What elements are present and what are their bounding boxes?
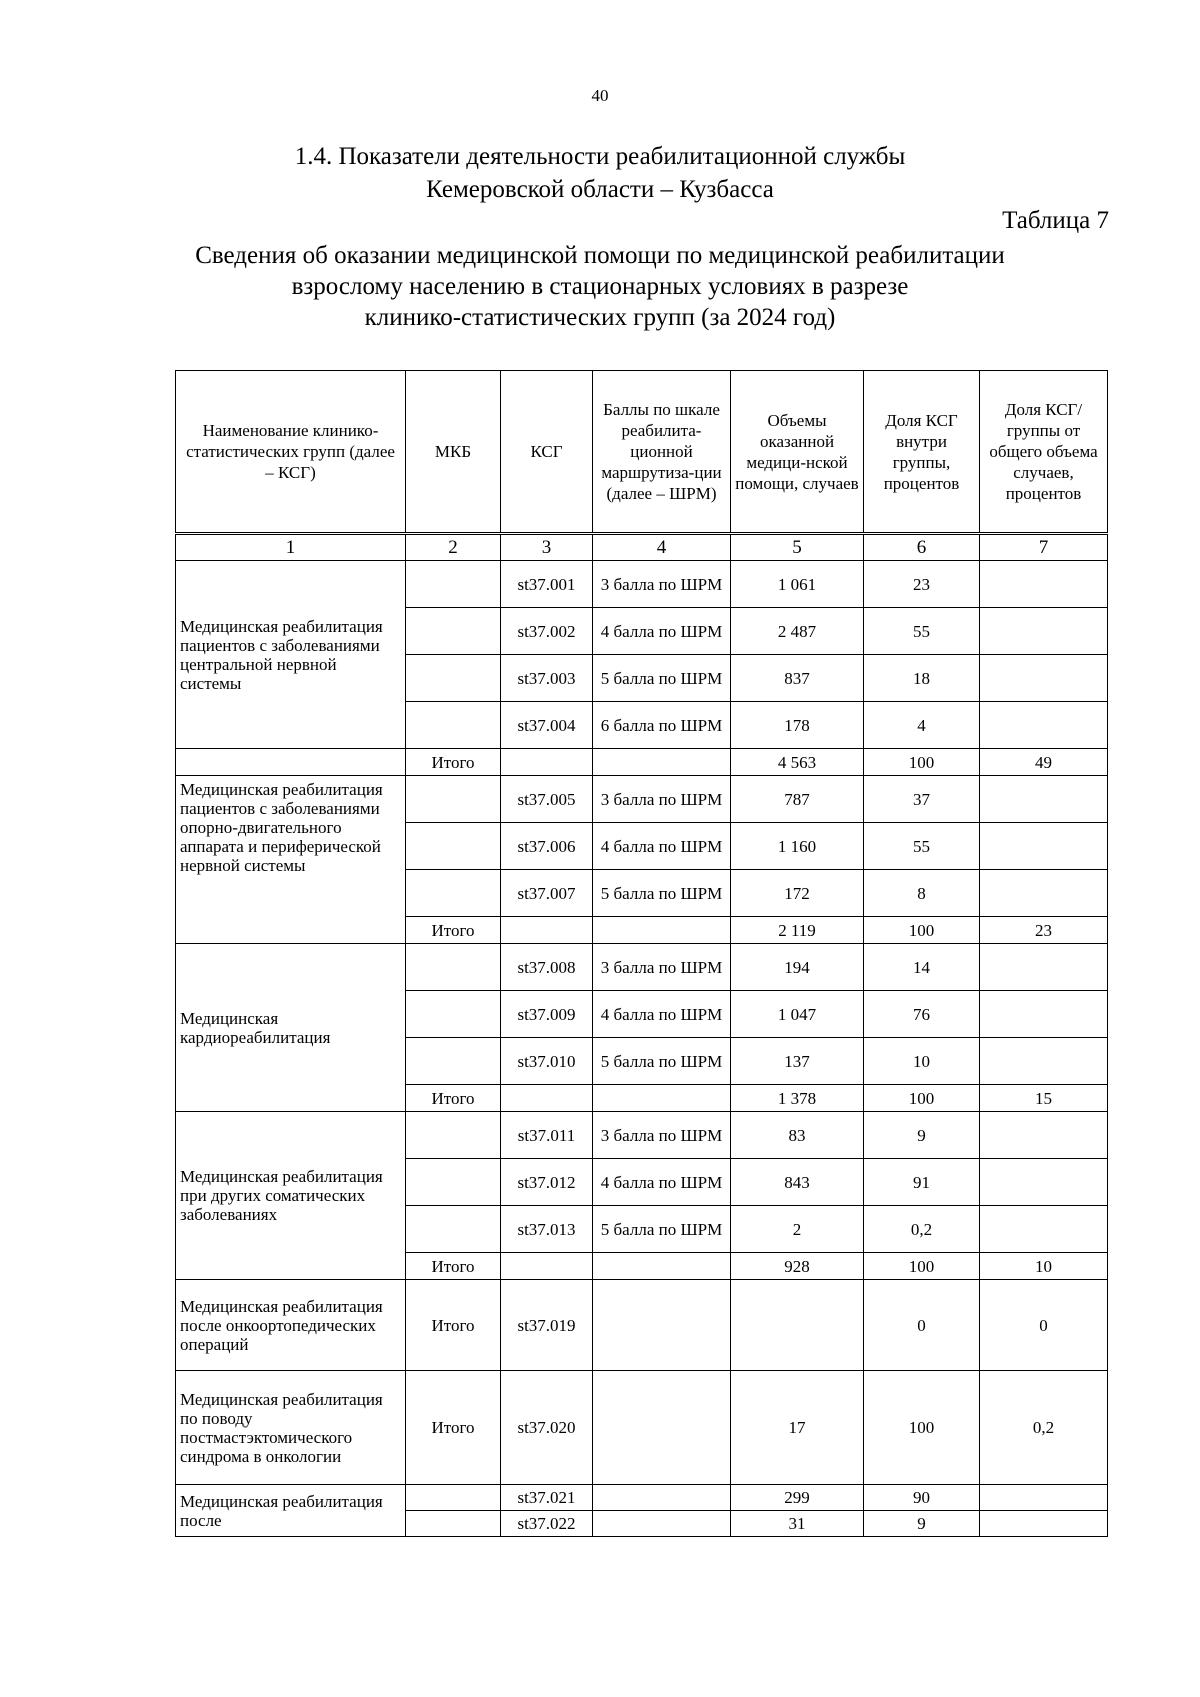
ksg-cell: st37.006 (501, 823, 593, 870)
shrm-cell: 3 балла по ШРМ (593, 561, 731, 608)
table-caption (0, 240, 1200, 333)
share-cell: 4 (864, 702, 980, 749)
table-label: Таблица 7 (1002, 207, 1109, 234)
volume-cell: 843 (731, 1159, 864, 1206)
total-share-cell: 23 (980, 917, 1108, 944)
mkb-cell (406, 1206, 501, 1253)
share-cell: 10 (864, 1038, 980, 1085)
volume-cell: 1 061 (731, 561, 864, 608)
group-name: Медицинская реабилитация пациентов с заболеваниями центральной нервной системы (176, 561, 406, 749)
column-number: 5 (731, 534, 864, 561)
ksg-cell (501, 1253, 593, 1280)
column-number-row (176, 534, 1108, 561)
shrm-cell: 3 балла по ШРМ (593, 944, 731, 991)
ksg-cell: st37.022 (501, 1511, 593, 1537)
volume-cell: 837 (731, 655, 864, 702)
header-mkb: МКБ (406, 371, 501, 534)
mkb-cell (406, 1112, 501, 1159)
ksg-cell (501, 1085, 593, 1112)
volume-cell: 928 (731, 1253, 864, 1280)
table-row (176, 561, 1108, 608)
ksg-cell: st37.009 (501, 991, 593, 1038)
header-row (176, 371, 1108, 534)
mkb-cell (406, 702, 501, 749)
table-row (176, 1371, 1108, 1485)
ksg-cell (501, 917, 593, 944)
total-share-cell (980, 1038, 1108, 1085)
header-share: Доля КСГ внутри группы, процентов (864, 371, 980, 534)
shrm-cell: 5 балла по ШРМ (593, 1038, 731, 1085)
total-share-cell (980, 776, 1108, 823)
total-label: Итого (406, 1253, 501, 1280)
share-cell: 90 (864, 1485, 980, 1511)
volume-cell: 178 (731, 702, 864, 749)
header-ksg: КСГ (501, 371, 593, 534)
ksg-cell: st37.010 (501, 1038, 593, 1085)
section-title-line-2: Кемеровской области – Кузбасса (426, 176, 774, 203)
total-share-cell: 0 (980, 1280, 1108, 1371)
header-shrm: Баллы по шкале реабилита-ционной маршрутиза-ции (далее – ШРМ) (593, 371, 731, 534)
column-number: 4 (593, 534, 731, 561)
caption-line-2: взрослому населению в стационарных условиях в разрезе (291, 273, 909, 300)
share-cell: 9 (864, 1511, 980, 1537)
total-share-cell (980, 608, 1108, 655)
ksg-cell: st37.019 (501, 1280, 593, 1371)
share-cell: 37 (864, 776, 980, 823)
column-number: 1 (176, 534, 406, 561)
group-name-continued (176, 749, 406, 776)
header-total-share: Доля КСГ/группы от общего объема случаев, процентов (980, 371, 1108, 534)
shrm-cell (593, 749, 731, 776)
volume-cell: 1 378 (731, 1085, 864, 1112)
caption-line-3: клинико-статистических групп (за 2024 год) (364, 304, 836, 331)
volume-cell: 31 (731, 1511, 864, 1537)
group-name: Медицинская реабилитация пациентов с заболеваниями опорно-двигательного аппарата и периферической нервной системы (176, 776, 406, 944)
total-share-cell (980, 870, 1108, 917)
ksg-cell: st37.011 (501, 1112, 593, 1159)
mkb-cell (406, 1511, 501, 1537)
volume-cell: 137 (731, 1038, 864, 1085)
column-number: 6 (864, 534, 980, 561)
total-share-cell (980, 991, 1108, 1038)
shrm-cell: 5 балла по ШРМ (593, 655, 731, 702)
header-volume: Объемы оказанной медици-нской помощи, случаев (731, 371, 864, 534)
total-share-cell (980, 1485, 1108, 1511)
rehabilitation-table (175, 370, 1108, 1537)
share-cell: 8 (864, 870, 980, 917)
total-row (176, 749, 1108, 776)
group-name: Медицинская реабилитация после (176, 1485, 406, 1537)
share-cell: 100 (864, 749, 980, 776)
share-cell: 100 (864, 1371, 980, 1485)
total-label: Итого (406, 749, 501, 776)
volume-cell: 1 160 (731, 823, 864, 870)
ksg-cell: st37.012 (501, 1159, 593, 1206)
mkb-cell (406, 1159, 501, 1206)
shrm-cell (593, 917, 731, 944)
volume-cell: 172 (731, 870, 864, 917)
shrm-cell: 4 балла по ШРМ (593, 608, 731, 655)
ksg-cell: st37.005 (501, 776, 593, 823)
shrm-cell (593, 1085, 731, 1112)
mkb-cell (406, 870, 501, 917)
group-name: Медицинская кардиореабилитация (176, 944, 406, 1112)
header-ksg-name: Наименование клинико-статистических групп (далее – КСГ) (176, 371, 406, 534)
volume-cell (731, 1280, 864, 1371)
volume-cell: 2 (731, 1206, 864, 1253)
mkb-cell (406, 561, 501, 608)
total-label: Итого (406, 917, 501, 944)
total-share-cell (980, 823, 1108, 870)
volume-cell: 787 (731, 776, 864, 823)
total-share-cell (980, 702, 1108, 749)
table-row (176, 1112, 1108, 1159)
share-cell: 0 (864, 1280, 980, 1371)
volume-cell: 17 (731, 1371, 864, 1485)
share-cell: 76 (864, 991, 980, 1038)
total-share-cell: 15 (980, 1085, 1108, 1112)
mkb-cell (406, 823, 501, 870)
table-row (176, 776, 1108, 823)
shrm-cell: 6 балла по ШРМ (593, 702, 731, 749)
shrm-cell (593, 1371, 731, 1485)
ksg-cell: st37.002 (501, 608, 593, 655)
mkb-cell (406, 991, 501, 1038)
shrm-cell: 3 балла по ШРМ (593, 776, 731, 823)
ksg-cell (501, 749, 593, 776)
share-cell: 14 (864, 944, 980, 991)
column-number: 3 (501, 534, 593, 561)
ksg-cell: st37.020 (501, 1371, 593, 1485)
group-name: Медицинская реабилитация по поводу постмастэктомического синдрома в онкологии (176, 1371, 406, 1485)
shrm-cell: 4 балла по ШРМ (593, 823, 731, 870)
shrm-cell: 5 балла по ШРМ (593, 870, 731, 917)
volume-cell: 4 563 (731, 749, 864, 776)
share-cell: 9 (864, 1112, 980, 1159)
shrm-cell: 5 балла по ШРМ (593, 1206, 731, 1253)
group-name: Медицинская реабилитация после онкоортопедических операций (176, 1280, 406, 1371)
shrm-cell (593, 1280, 731, 1371)
caption-line-1: Сведения об оказании медицинской помощи по медицинской реабилитации (195, 242, 1005, 269)
mkb-cell (406, 1038, 501, 1085)
table-row (176, 944, 1108, 991)
total-share-cell (980, 561, 1108, 608)
total-share-cell (980, 1206, 1108, 1253)
shrm-cell (593, 1511, 731, 1537)
total-share-cell: 49 (980, 749, 1108, 776)
volume-cell: 2 119 (731, 917, 864, 944)
total-share-cell: 10 (980, 1253, 1108, 1280)
column-number: 2 (406, 534, 501, 561)
share-cell: 91 (864, 1159, 980, 1206)
mkb-cell (406, 1485, 501, 1511)
volume-cell: 2 487 (731, 608, 864, 655)
ksg-cell: st37.003 (501, 655, 593, 702)
section-title (0, 140, 1200, 206)
section-title-line-1: 1.4. Показатели деятельности реабилитационной службы (294, 143, 906, 170)
page-number: 40 (591, 86, 609, 105)
share-cell: 18 (864, 655, 980, 702)
share-cell: 100 (864, 1085, 980, 1112)
ksg-cell: st37.021 (501, 1485, 593, 1511)
share-cell: 100 (864, 1253, 980, 1280)
total-share-cell (980, 1112, 1108, 1159)
total-label: Итого (406, 1085, 501, 1112)
mkb-cell (406, 776, 501, 823)
table-row (176, 1485, 1108, 1511)
shrm-cell: 3 балла по ШРМ (593, 1112, 731, 1159)
mkb-cell (406, 944, 501, 991)
ksg-cell: st37.013 (501, 1206, 593, 1253)
total-label: Итого (406, 1280, 501, 1371)
group-name: Медицинская реабилитация при других соматических заболеваниях (176, 1112, 406, 1280)
shrm-cell (593, 1485, 731, 1511)
share-cell: 100 (864, 917, 980, 944)
volume-cell: 83 (731, 1112, 864, 1159)
share-cell: 0,2 (864, 1206, 980, 1253)
total-share-cell (980, 1511, 1108, 1537)
column-number: 7 (980, 534, 1108, 561)
volume-cell: 299 (731, 1485, 864, 1511)
shrm-cell: 4 балла по ШРМ (593, 991, 731, 1038)
shrm-cell: 4 балла по ШРМ (593, 1159, 731, 1206)
total-share-cell (980, 1159, 1108, 1206)
share-cell: 23 (864, 561, 980, 608)
share-cell: 55 (864, 608, 980, 655)
total-share-cell (980, 944, 1108, 991)
shrm-cell (593, 1253, 731, 1280)
volume-cell: 194 (731, 944, 864, 991)
total-share-cell (980, 655, 1108, 702)
total-label: Итого (406, 1371, 501, 1485)
share-cell: 55 (864, 823, 980, 870)
table-row (176, 1280, 1108, 1371)
mkb-cell (406, 655, 501, 702)
mkb-cell (406, 608, 501, 655)
total-share-cell: 0,2 (980, 1371, 1108, 1485)
volume-cell: 1 047 (731, 991, 864, 1038)
ksg-cell: st37.008 (501, 944, 593, 991)
ksg-cell: st37.004 (501, 702, 593, 749)
ksg-cell: st37.001 (501, 561, 593, 608)
ksg-cell: st37.007 (501, 870, 593, 917)
